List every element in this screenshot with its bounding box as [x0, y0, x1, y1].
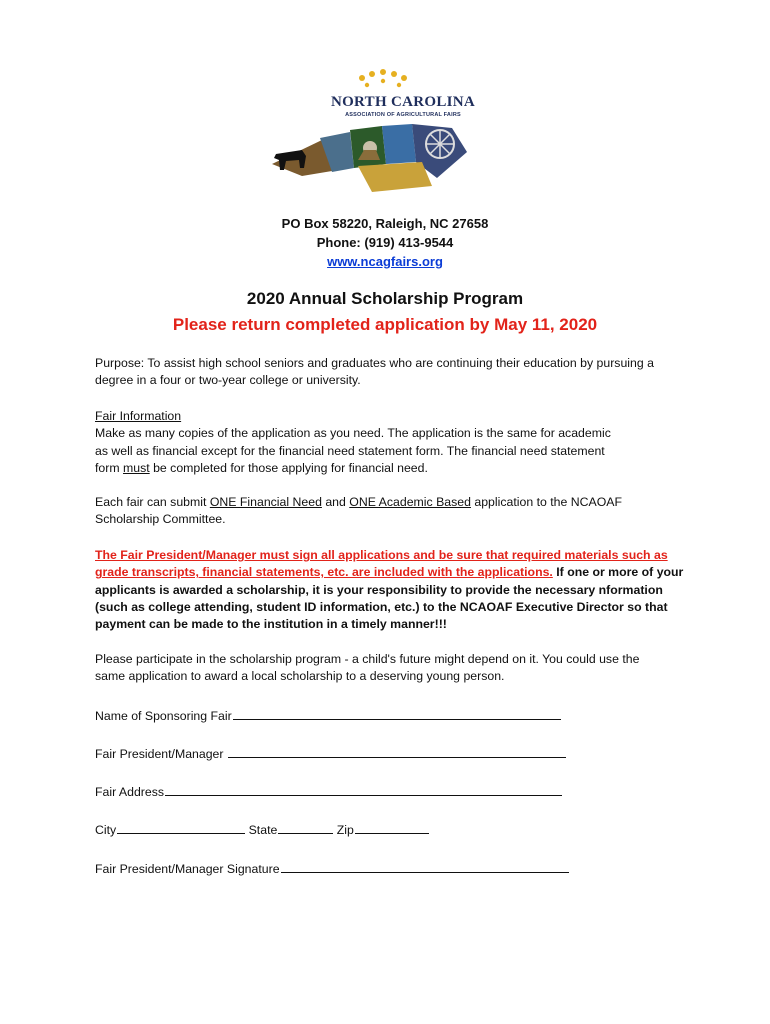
- sponsoring-fair-input[interactable]: [233, 707, 561, 720]
- logo-graphic: [262, 68, 484, 198]
- notice-red-line: The Fair President/Manager must sign all applications and be sure that required materials such as: [95, 548, 668, 562]
- submission-paragraph: [95, 494, 695, 529]
- fair-information-section: [95, 408, 695, 477]
- logo-title: NORTH CAROLINA: [330, 94, 476, 110]
- fair-information-heading: Fair Information: [95, 409, 182, 423]
- president-field: [95, 745, 566, 761]
- participate-line: Please participate in the scholarship program - a child's future might depend on it. You could use the: [95, 652, 640, 666]
- fair-address-field: [95, 783, 562, 799]
- fair-info-line: as well as financial except for the financial need statement form. The financial need statement: [95, 443, 605, 458]
- city-input[interactable]: [117, 821, 245, 834]
- state-input[interactable]: [278, 821, 333, 834]
- sponsoring-fair-field: [95, 707, 561, 723]
- fair-info-line: Make as many copies of the application as you need. The application is the same for academic: [95, 426, 611, 441]
- signature-field: [95, 860, 569, 876]
- zip-input[interactable]: [355, 821, 429, 834]
- submission-line: Scholarship Committee.: [95, 512, 226, 527]
- notice-line: applicants is awarded a scholarship, it is your responsibility to provide the necessary nformation: [95, 582, 663, 597]
- president-input[interactable]: [228, 745, 566, 758]
- notice-line: (such as college attending, student ID information, etc.) to the NCAOAF Executive Director so that: [95, 599, 668, 614]
- purpose-paragraph: [95, 355, 695, 390]
- program-title: 2020 Annual Scholarship Program: [246, 289, 524, 308]
- notice-paragraph: [95, 547, 695, 633]
- fair-address-input[interactable]: [165, 783, 562, 796]
- participate-paragraph: [95, 651, 695, 686]
- logo-subtitle: ASSOCIATION OF AGRICULTURAL FAIRS: [345, 112, 461, 118]
- notice-line: grade transcripts, financial statements, etc. are included with the applications. If one or more of your: [95, 565, 684, 580]
- phone: Phone: (919) 413-9544: [316, 235, 454, 250]
- contact-block: [0, 214, 770, 271]
- city-label: City: [95, 823, 117, 837]
- president-label: Fair President/Manager: [95, 747, 227, 761]
- purpose-line: Purpose: To assist high school seniors and graduates who are continuing their education by pursuing a: [95, 356, 654, 370]
- city-state-zip-field: [95, 821, 429, 837]
- submission-line: Each fair can submit ONE Financial Need and ONE Academic Based application to the NCAOAF: [95, 495, 623, 509]
- fair-info-line: form must be completed for those applying for financial need.: [95, 460, 428, 475]
- signature-input[interactable]: [281, 860, 569, 873]
- purpose-line: degree in a four or two-year college or university.: [95, 373, 361, 388]
- state-label: State: [248, 823, 278, 837]
- ncaaf-logo: [262, 68, 484, 198]
- participate-line: same application to award a local scholarship to a deserving young person.: [95, 669, 505, 684]
- deadline-notice: Please return completed application by May 11, 2020: [172, 315, 598, 334]
- signature-label: Fair President/Manager Signature: [95, 862, 280, 876]
- fair-address-label: Fair Address: [95, 785, 165, 799]
- website-link[interactable]: www.ncagfairs.org: [327, 254, 443, 269]
- sponsoring-fair-label: Name of Sponsoring Fair: [95, 709, 232, 723]
- address: PO Box 58220, Raleigh, NC 27658: [281, 216, 489, 231]
- zip-label: Zip: [336, 823, 354, 837]
- notice-line: payment can be made to the institution in a timely manner!!!: [95, 617, 447, 632]
